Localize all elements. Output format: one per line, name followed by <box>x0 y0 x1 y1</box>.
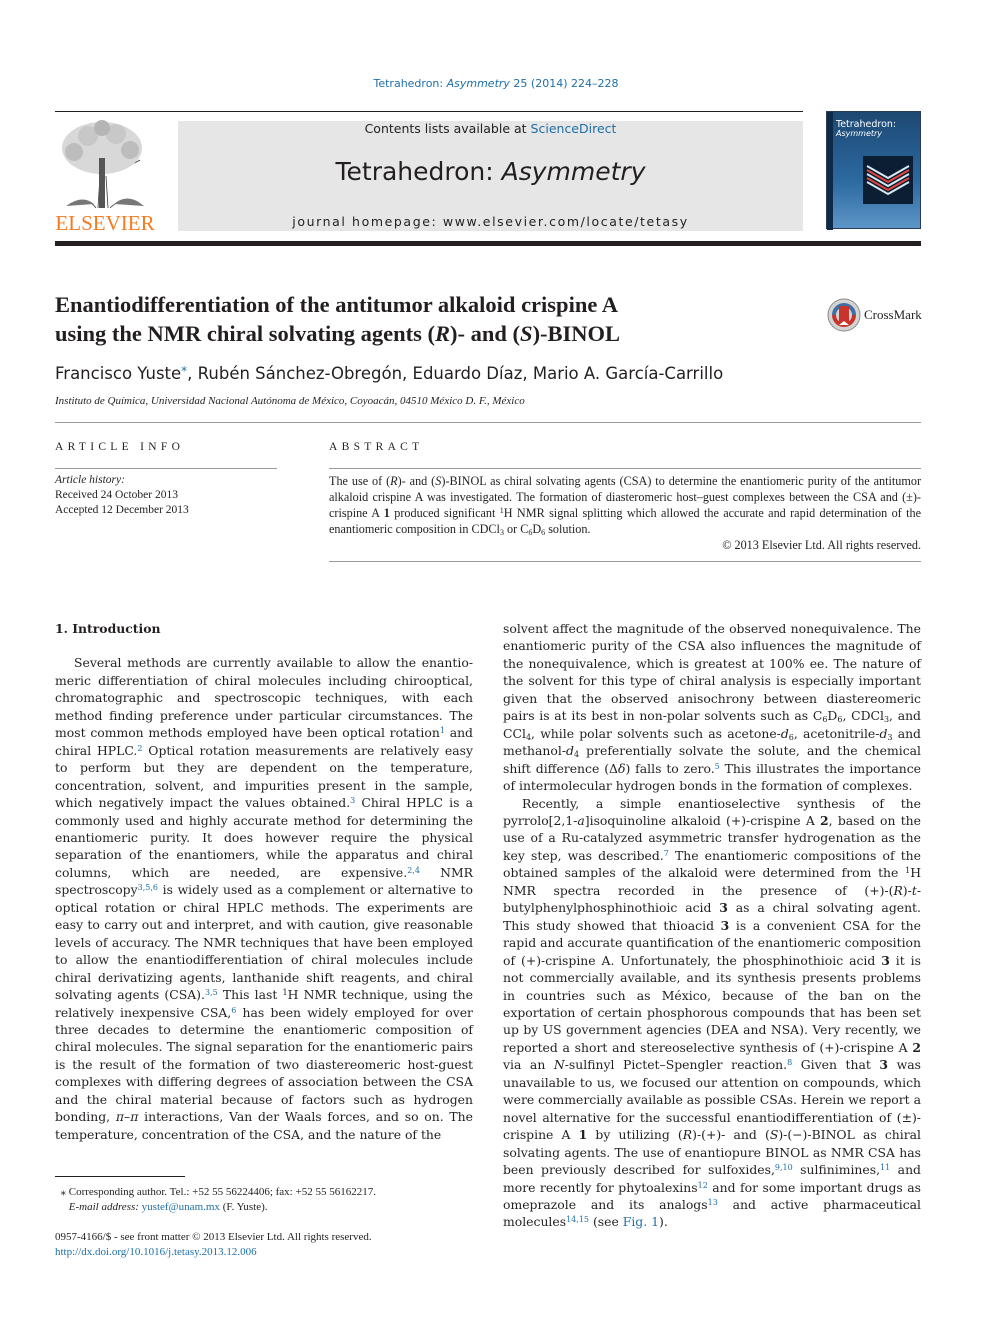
homepage-url[interactable]: www.elsevier.com/locate/tetasy <box>442 214 689 229</box>
cover-title-line-1: Tetrahedron: <box>836 119 897 130</box>
elsevier-logo <box>52 118 158 236</box>
journal-title-italic: Asymmetry <box>501 157 646 186</box>
received-date: Received 24 October 2013 <box>55 489 178 501</box>
footnote-corresponding-text: Corresponding author. Tel.: +52 55 56224406; fax: +52 55 56162217. <box>68 1186 376 1198</box>
citation-journal-italic[interactable]: Asymmetry <box>446 77 510 90</box>
section-heading-introduction: 1. Introduction <box>55 621 161 636</box>
fig-1-link[interactable]: Fig. 1 <box>622 1214 660 1230</box>
email-label: E-mail address: <box>68 1201 142 1213</box>
corresponding-author-marker[interactable]: * <box>181 364 188 378</box>
abstract-copyright: © 2013 Elsevier Ltd. All rights reserved. <box>722 538 921 552</box>
homepage-label: journal homepage: <box>292 214 443 229</box>
crossmark-icon <box>826 297 862 333</box>
page-footer <box>55 1230 372 1259</box>
journal-citation[interactable] <box>0 77 992 90</box>
citation-ref[interactable]: 25 (2014) 224–228 <box>509 77 619 90</box>
email-link[interactable]: yustef@unam.mx <box>141 1201 220 1213</box>
cover-title-line-2: Asymmetry <box>836 129 883 138</box>
footnote-star: ⁎ <box>60 1186 66 1198</box>
crossmark-button[interactable] <box>826 297 936 333</box>
paragraph-intro-1-cont: solvent affect the magnitude of the observed nonequivalence. The enantiomeric purity of the CSA also influences the magnitude of the nonequivalence, which is greatest at 100% ee. The nature of the solvent for this type of chiral analysis is especially important given that the observed anisochrony between diastereomeric pairs is at its best in non-polar solvents such as $C_6D_6$, CDCl$_3$, and CCl$_4$, while polar solvents such as acetone-$d_6$, acetonitrile-$d_3$ and methanol-$d_4$ preferentially solvate the solute, and the chemical shift difference (Δδ) falls to zero.$^5$ This illustrates the importance of intermolecular hydrogen bonds in the formation of complexes. <box>503 621 921 794</box>
abstract-text: The use of (R)- and (S)-BINOL as chiral solvating agents (CSA) to determine the enantiomeric purity of the antitumor alkaloid crispine A was investigated. The formation of diasteromeric host–guest complexes between the CSA and (±)-crispine A 1 produced significant $^1$H NMR signal splitting which allowed the accurate and rapid determination of the enantiomeric composition in CDCl$_3$ or $C_6D_6$ solution. <box>329 474 921 537</box>
cover-graphic-icon <box>863 156 913 204</box>
header-bottom-rule <box>55 241 921 246</box>
abstract-bottom-rule <box>329 561 921 562</box>
crossmark-label: CrossMark <box>864 307 922 322</box>
title-s: S <box>520 321 533 346</box>
email-suffix: (F. Yuste). <box>219 1201 268 1213</box>
article-title <box>55 290 755 348</box>
article-info-heading: ARTICLE INFO <box>55 441 185 453</box>
paragraph-intro-1: Several methods are currently available to allow the enantiomeric differentiation of chiral molecules including chirooptical, chromatographic and spectroscopic techniques, with each method finding preference under particular circumstances. The most common methods employed have been optical rotation$^1$ and chiral HPLC.$^2$ Optical rotation measurements are relatively easy to perform but they are dependent on the temperature, concentration, solvent, and impurities present in the sample, which negatively impact the values obtained.$^3$ Chiral HPLC is a commonly used and highly accurate method for determining the enantiomeric purity. It does however require the physical separation of the enantiomers, while the apparatus and chiral columns, which are needed, are expensive.$^{2,4}$ NMR spectroscopy$^{3,5,6}$ is widely used as a complement or alternative to optical rotation or chiral HPLC methods. The experiments are easy to carry out and interpret, and with caution, give reasonable levels of accuracy. The NMR techniques that have been employed to allow the enantiodifferentiation of chiral molecules include chiral derivatizing agents, lanthanide shift reagents, and chiral solvating agents (CSA).$^{3,5}$ This last $^1$H NMR technique, using the relatively inexpensive CSA,$^6$ has been widely employed for over three decades to determine the enantiomeric composition of chiral molecules. The signal separation for the enantiomeric pairs is the result of the formation of two diastereomeric host-guest complexes with differing degrees of association between the CSA and the chiral material because of factors such as hydrogen bonding, π–π interactions, Van der Waals forces, and so on. The temperature, concentration of the CSA, and the nature of the <box>55 655 474 1142</box>
cover-spine <box>827 112 833 230</box>
journal-title-main: Tetrahedron: <box>335 157 502 186</box>
paragraph-intro-2: Recently, a simple enantioselective synthesis of the pyrrolo[2,1-a]isoquinoline alkaloid (+)-crispine A 2, based on the use of a Ru-catalyzed asymmetric transfer hydrogenation as the key step, was described.$^7$ The enantiomeric compositions of the obtained samples of the alkaloid were determined from the $^1$H NMR spectra recorded in the presence of (+)-(R)-t-butylphenylphosphinothioic acid 3 as a chiral solvating agent. This study showed that thioacid 3 is a convenient CSA for the rapid and accurate quantification of the enantiomeric composition of (+)-crispine A. Unfortunately, the phosphinothioic acid 3 it is not commercially available, and its synthesis presents problems in countries such as México, because of the ban on the exportation of certain phosphorous compounds that has been set up by US government agencies (DEA and NSA). Very recently, we reported a short and stereoselective synthesis of (+)-crispine A 2 via an N-sulfinyl Pictet–Spengler reaction.$^8$ Given that 3 was unavailable to us, we focused our attention on compounds, which were commercially available as possible CSAs. Herein we report a novel alternative for the successful enantiodifferentiation of (±)-crispine A 1 by utilizing (R)-(+)- and (S)-(−)-BINOL as chiral solvating agents. The use of enantiopure BINOL as NMR CSA has been previously described for sulfoxides,$^{9,10}$ sulfinimines,$^{11}$ and more recently for phytoalexins$^{12}$ and for some important drugs as omeprazole and its analogs$^{13}$ and active pharmaceutical molecules$^{14,15}$ (see Fig. 1). <box>503 795 922 1230</box>
abstract-body <box>329 473 921 553</box>
affiliation: Instituto de Química, Universidad Nacional Autónoma de México, Coyoacán, 04510 México D. F., México <box>55 395 525 407</box>
header-top-rule <box>55 111 803 112</box>
title-line-2b: )- and ( <box>450 321 521 346</box>
affiliation-rule <box>55 422 921 423</box>
journal-cover-image[interactable] <box>826 111 921 229</box>
issn-line: 0957-4166/$ - see front matter © 2013 Elsevier Ltd. All rights reserved. <box>55 1231 372 1243</box>
footnote-corresponding <box>55 1185 376 1200</box>
journal-header <box>178 121 803 231</box>
contents-prefix: Contents lists available at <box>364 121 531 136</box>
journal-title <box>178 157 803 186</box>
body-column-left <box>55 620 473 1143</box>
abstract-top-rule <box>329 468 921 469</box>
accepted-date: Accepted 12 December 2013 <box>55 504 189 516</box>
elsevier-wordmark: ELSEVIER <box>55 211 155 235</box>
article-history <box>55 473 189 518</box>
authors-rest: , Rubén Sánchez-Obregón, Eduardo Díaz, Mario A. García-Carrillo <box>187 364 724 383</box>
body-column-right <box>503 620 921 1231</box>
author-list <box>55 364 723 383</box>
footnote <box>55 1185 376 1215</box>
footnote-rule <box>55 1176 185 1177</box>
footnote-email <box>55 1200 376 1215</box>
history-label: Article history: <box>55 474 125 486</box>
citation-journal[interactable]: Tetrahedron: <box>373 77 447 90</box>
doi-link[interactable]: http://dx.doi.org/10.1016/j.tetasy.2013.12.006 <box>55 1245 257 1258</box>
journal-homepage <box>178 214 803 229</box>
title-r: R <box>435 321 451 346</box>
sciencedirect-link[interactable]: ScienceDirect <box>530 121 617 136</box>
cover-title <box>836 120 896 138</box>
article-info-rule <box>55 468 277 469</box>
author-1: Francisco Yuste <box>55 364 182 383</box>
elsevier-tree-icon <box>52 118 158 210</box>
title-line-1: Enantiodifferentiation of the antitumor alkaloid crispine A <box>55 292 618 317</box>
contents-line <box>178 121 803 136</box>
abstract-heading: ABSTRACT <box>329 441 424 453</box>
title-line-2a: using the NMR chiral solvating agents ( <box>55 321 436 346</box>
title-line-2c: )-BINOL <box>532 321 621 346</box>
